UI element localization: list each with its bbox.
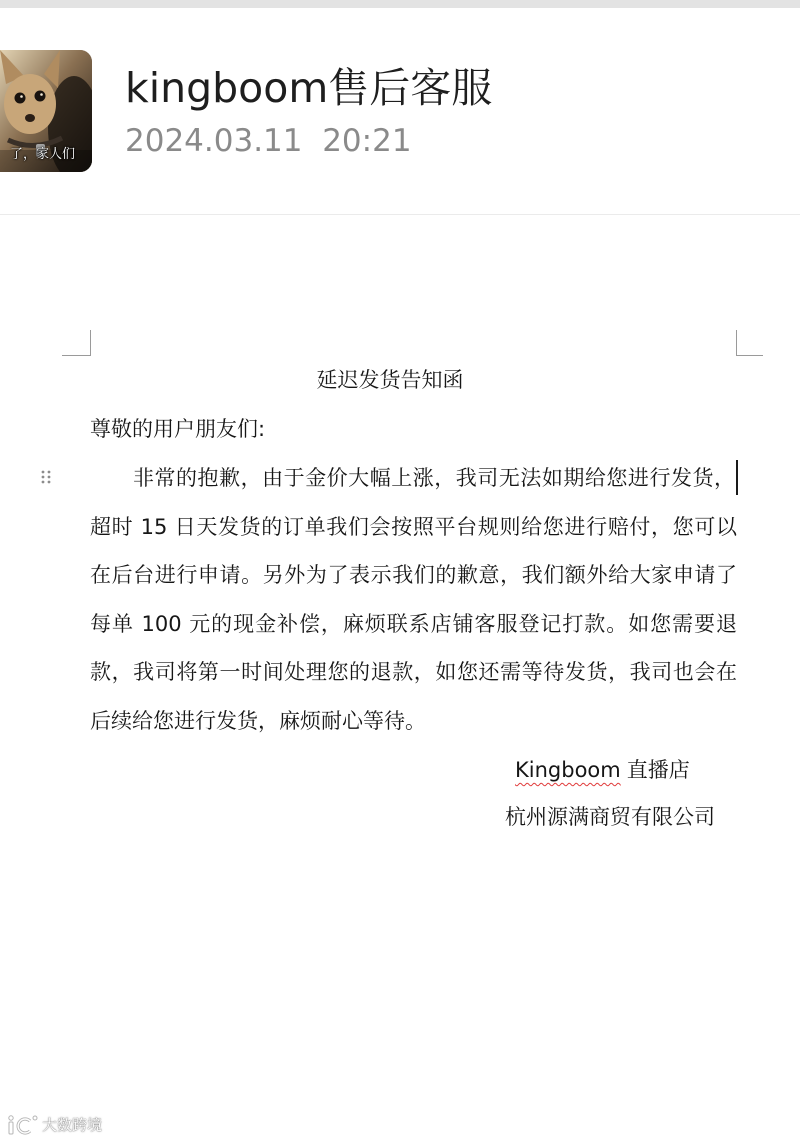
text-cursor — [736, 460, 738, 495]
document-title: 延迟发货告知函 — [316, 368, 464, 392]
author-name[interactable]: kingboom售后客服 — [125, 64, 493, 112]
body-line: 非常的抱歉，由于金价大幅上涨，我司无法如期给您进行发货， — [133, 466, 735, 490]
signature-store — [515, 755, 690, 785]
page-margin-mark-top-left — [62, 330, 91, 356]
signature-store-suffix: 直播店 — [626, 758, 690, 782]
body-line: 每单 100 元的现金补偿，麻烦联系店铺客服登记打款。如您需要退 — [90, 612, 737, 636]
body-line: 超时 15 日天发货的订单我们会按照平台规则给您进行赔付，您可以 — [90, 515, 737, 539]
watermark-logo-icon — [6, 1114, 40, 1136]
signature-store-brand: Kingboom — [515, 758, 621, 782]
post-timestamp: 2024.03.11 20:21 — [125, 123, 412, 159]
avatar[interactable] — [0, 50, 92, 172]
body-line: 在后台进行申请。另外为了表示我们的歉意，我们额外给大家申请了 — [90, 563, 737, 587]
status-bar-strip — [0, 0, 800, 8]
body-line: 款，我司将第一时间处理您的退款，如您还需等待发货，我司也会在 — [90, 660, 737, 684]
page-margin-mark-top-right — [736, 330, 763, 356]
signature-company: 杭州源满商贸有限公司 — [505, 805, 715, 829]
watermark-text: 大数跨境 — [42, 1116, 103, 1134]
salutation: 尊敬的用户朋友们: — [90, 417, 266, 441]
document-image[interactable] — [0, 215, 800, 1141]
watermark — [6, 1112, 110, 1138]
avatar-caption: 了，家人们 — [10, 147, 76, 162]
body-line: 后续给您进行发货，麻烦耐心等待。 — [90, 709, 426, 733]
drag-handle-icon — [40, 469, 52, 485]
